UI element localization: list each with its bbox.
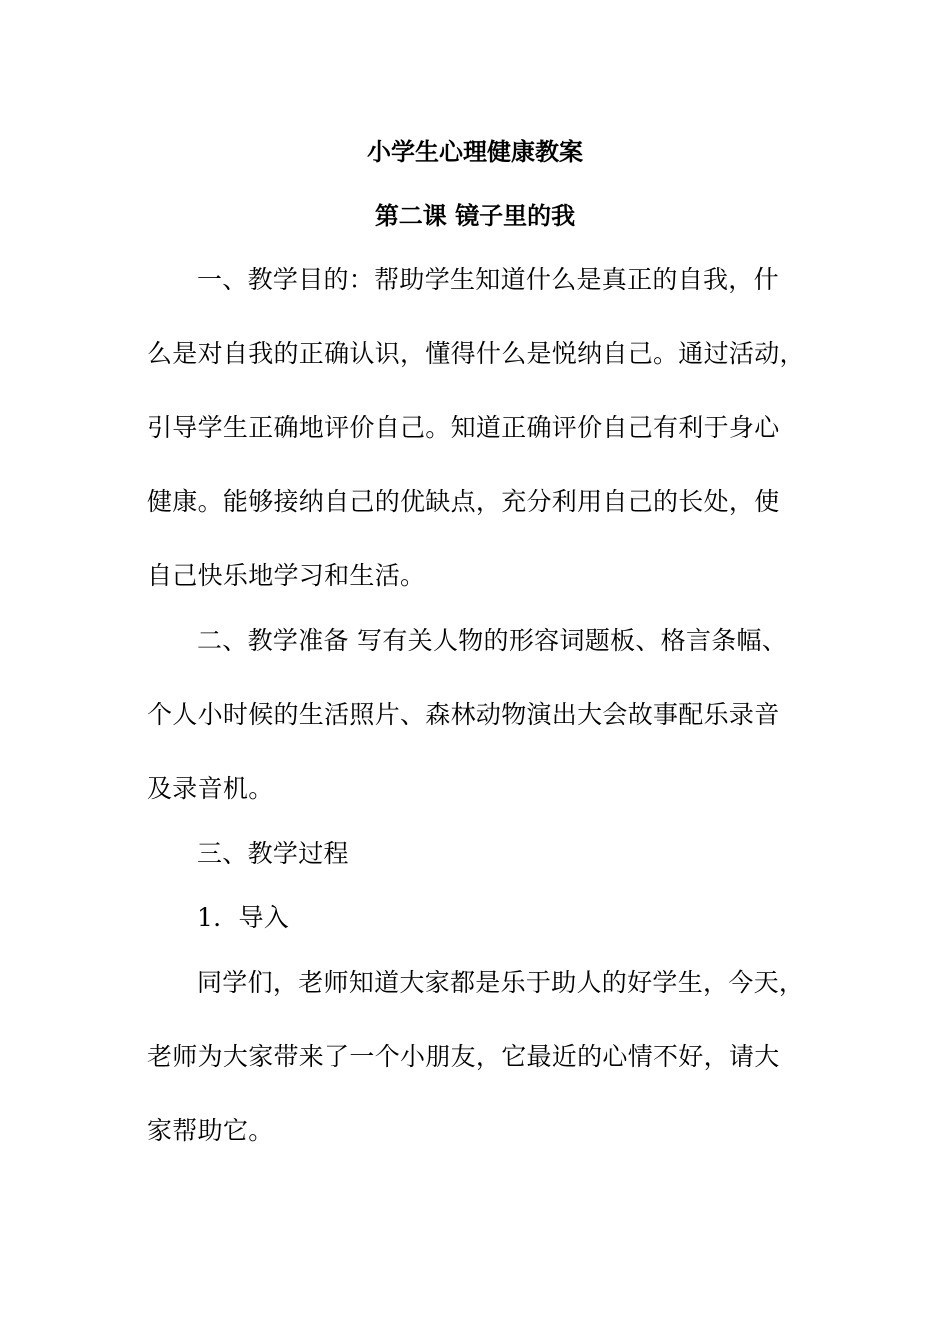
text-line: 个人小时候的生活照片、森林动物演出大会故事配乐录音 [147, 700, 780, 729]
text-line: 老师为大家带来了一个小朋友，它最近的心情不好，请大 [147, 1042, 780, 1071]
text-line: 同学们，老师知道大家都是乐于助人的好学生，今天， [197, 968, 805, 997]
section-heading: 三、教学过程 [197, 839, 349, 868]
subsection-heading: 1．导入 [197, 903, 290, 932]
text-line: 二、教学准备 写有关人物的形容词题板、格言条幅、 [197, 626, 788, 655]
text-line: 引导学生正确地评价自己。知道正确评价自己有利于身心 [147, 413, 780, 442]
text-line: 自己快乐地学习和生活。 [147, 561, 426, 590]
text-line: 么是对自我的正确认识，懂得什么是悦纳自己。通过活动， [147, 339, 805, 368]
text-line: 及录音机。 [147, 774, 274, 803]
text-line: 健康。能够接纳自己的优缺点，充分利用自己的长处，使 [147, 487, 780, 516]
document-title: 小学生心理健康教案 [367, 137, 583, 166]
text-line: 一、教学目的：帮助学生知道什么是真正的自我，什 [197, 265, 779, 294]
lesson-subtitle: 第二课 镜子里的我 [374, 201, 576, 230]
text-line: 家帮助它。 [147, 1116, 274, 1145]
